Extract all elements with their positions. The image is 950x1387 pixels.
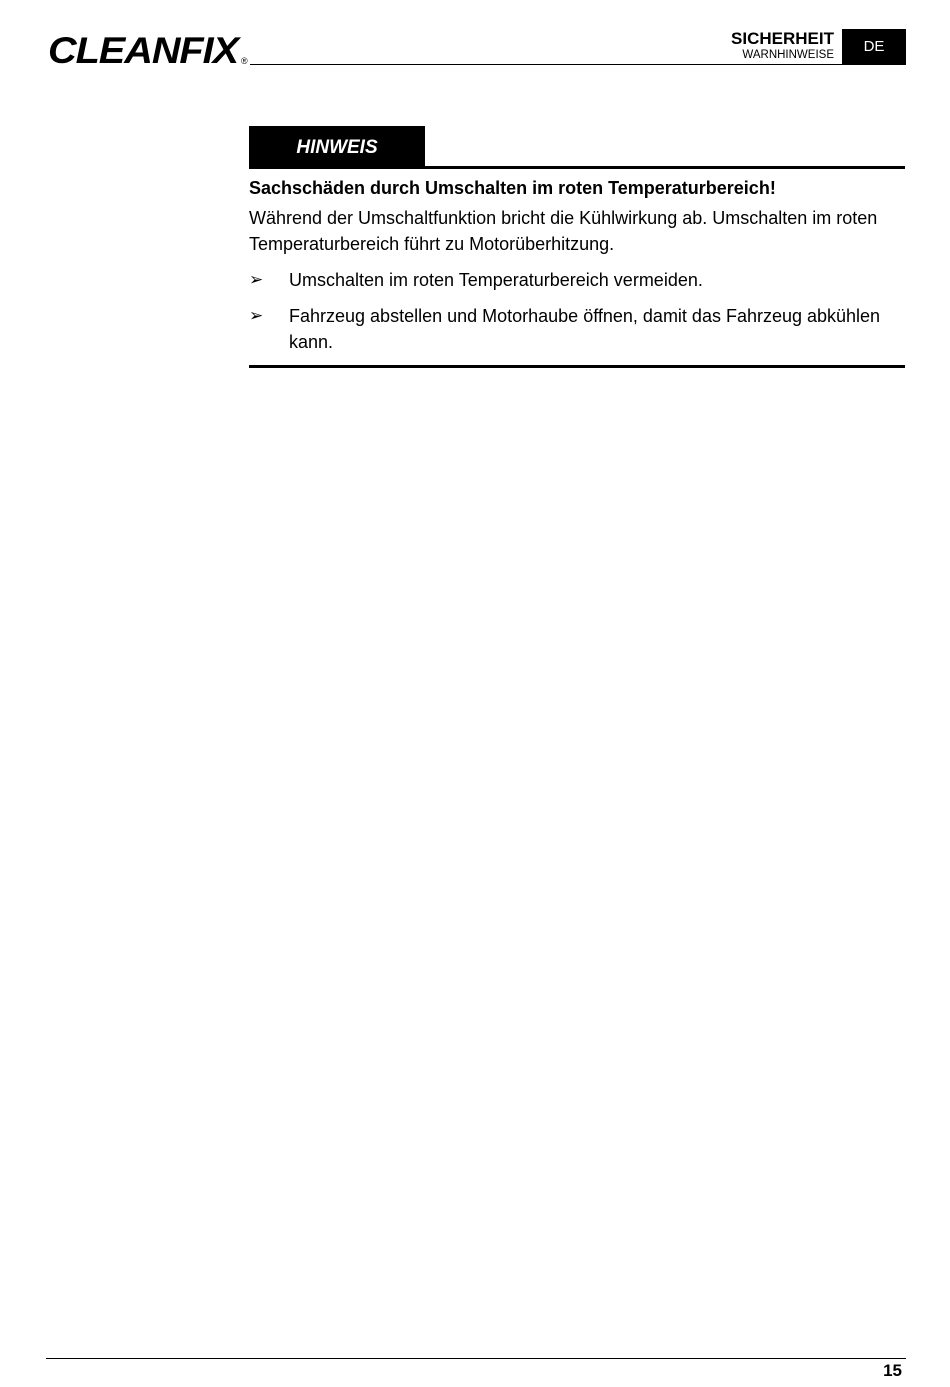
notice-box (249, 126, 905, 368)
arrow-bullet-icon: ➢ (249, 270, 264, 289)
list-item (249, 303, 905, 355)
notice-end-rule (249, 365, 905, 368)
cleanfix-logo (48, 26, 252, 74)
notice-list (249, 267, 905, 355)
footer-divider (46, 1358, 906, 1359)
logo-wordmark: CLEANFIX (48, 30, 242, 71)
language-badge: DE (842, 29, 906, 64)
page-number: 15 (883, 1361, 902, 1380)
arrow-bullet-icon: ➢ (249, 306, 264, 325)
notice-label: HINWEIS (249, 126, 425, 166)
notice-text: Während der Umschaltfunktion bricht die Kühlwirkung ab. Umschalten im roten Temperaturbereich führt zu Motorüberhitzung. (249, 208, 878, 254)
notice-header (249, 126, 905, 169)
list-item (249, 267, 905, 293)
section-title: SICHERHEIT (731, 29, 834, 48)
list-item-text: Fahrzeug abstellen und Motorhaube öffnen, damit das Fahrzeug abkühlen kann. (289, 306, 881, 352)
header-divider (250, 64, 906, 65)
section-subtitle: WARNHINWEISE (742, 49, 834, 61)
registered-mark: ® (241, 56, 248, 66)
list-item-text: Umschalten im roten Temperaturbereich vermeiden. (289, 270, 703, 290)
notice-title: Sachschäden durch Umschalten im roten Temperaturbereich! (249, 178, 776, 198)
